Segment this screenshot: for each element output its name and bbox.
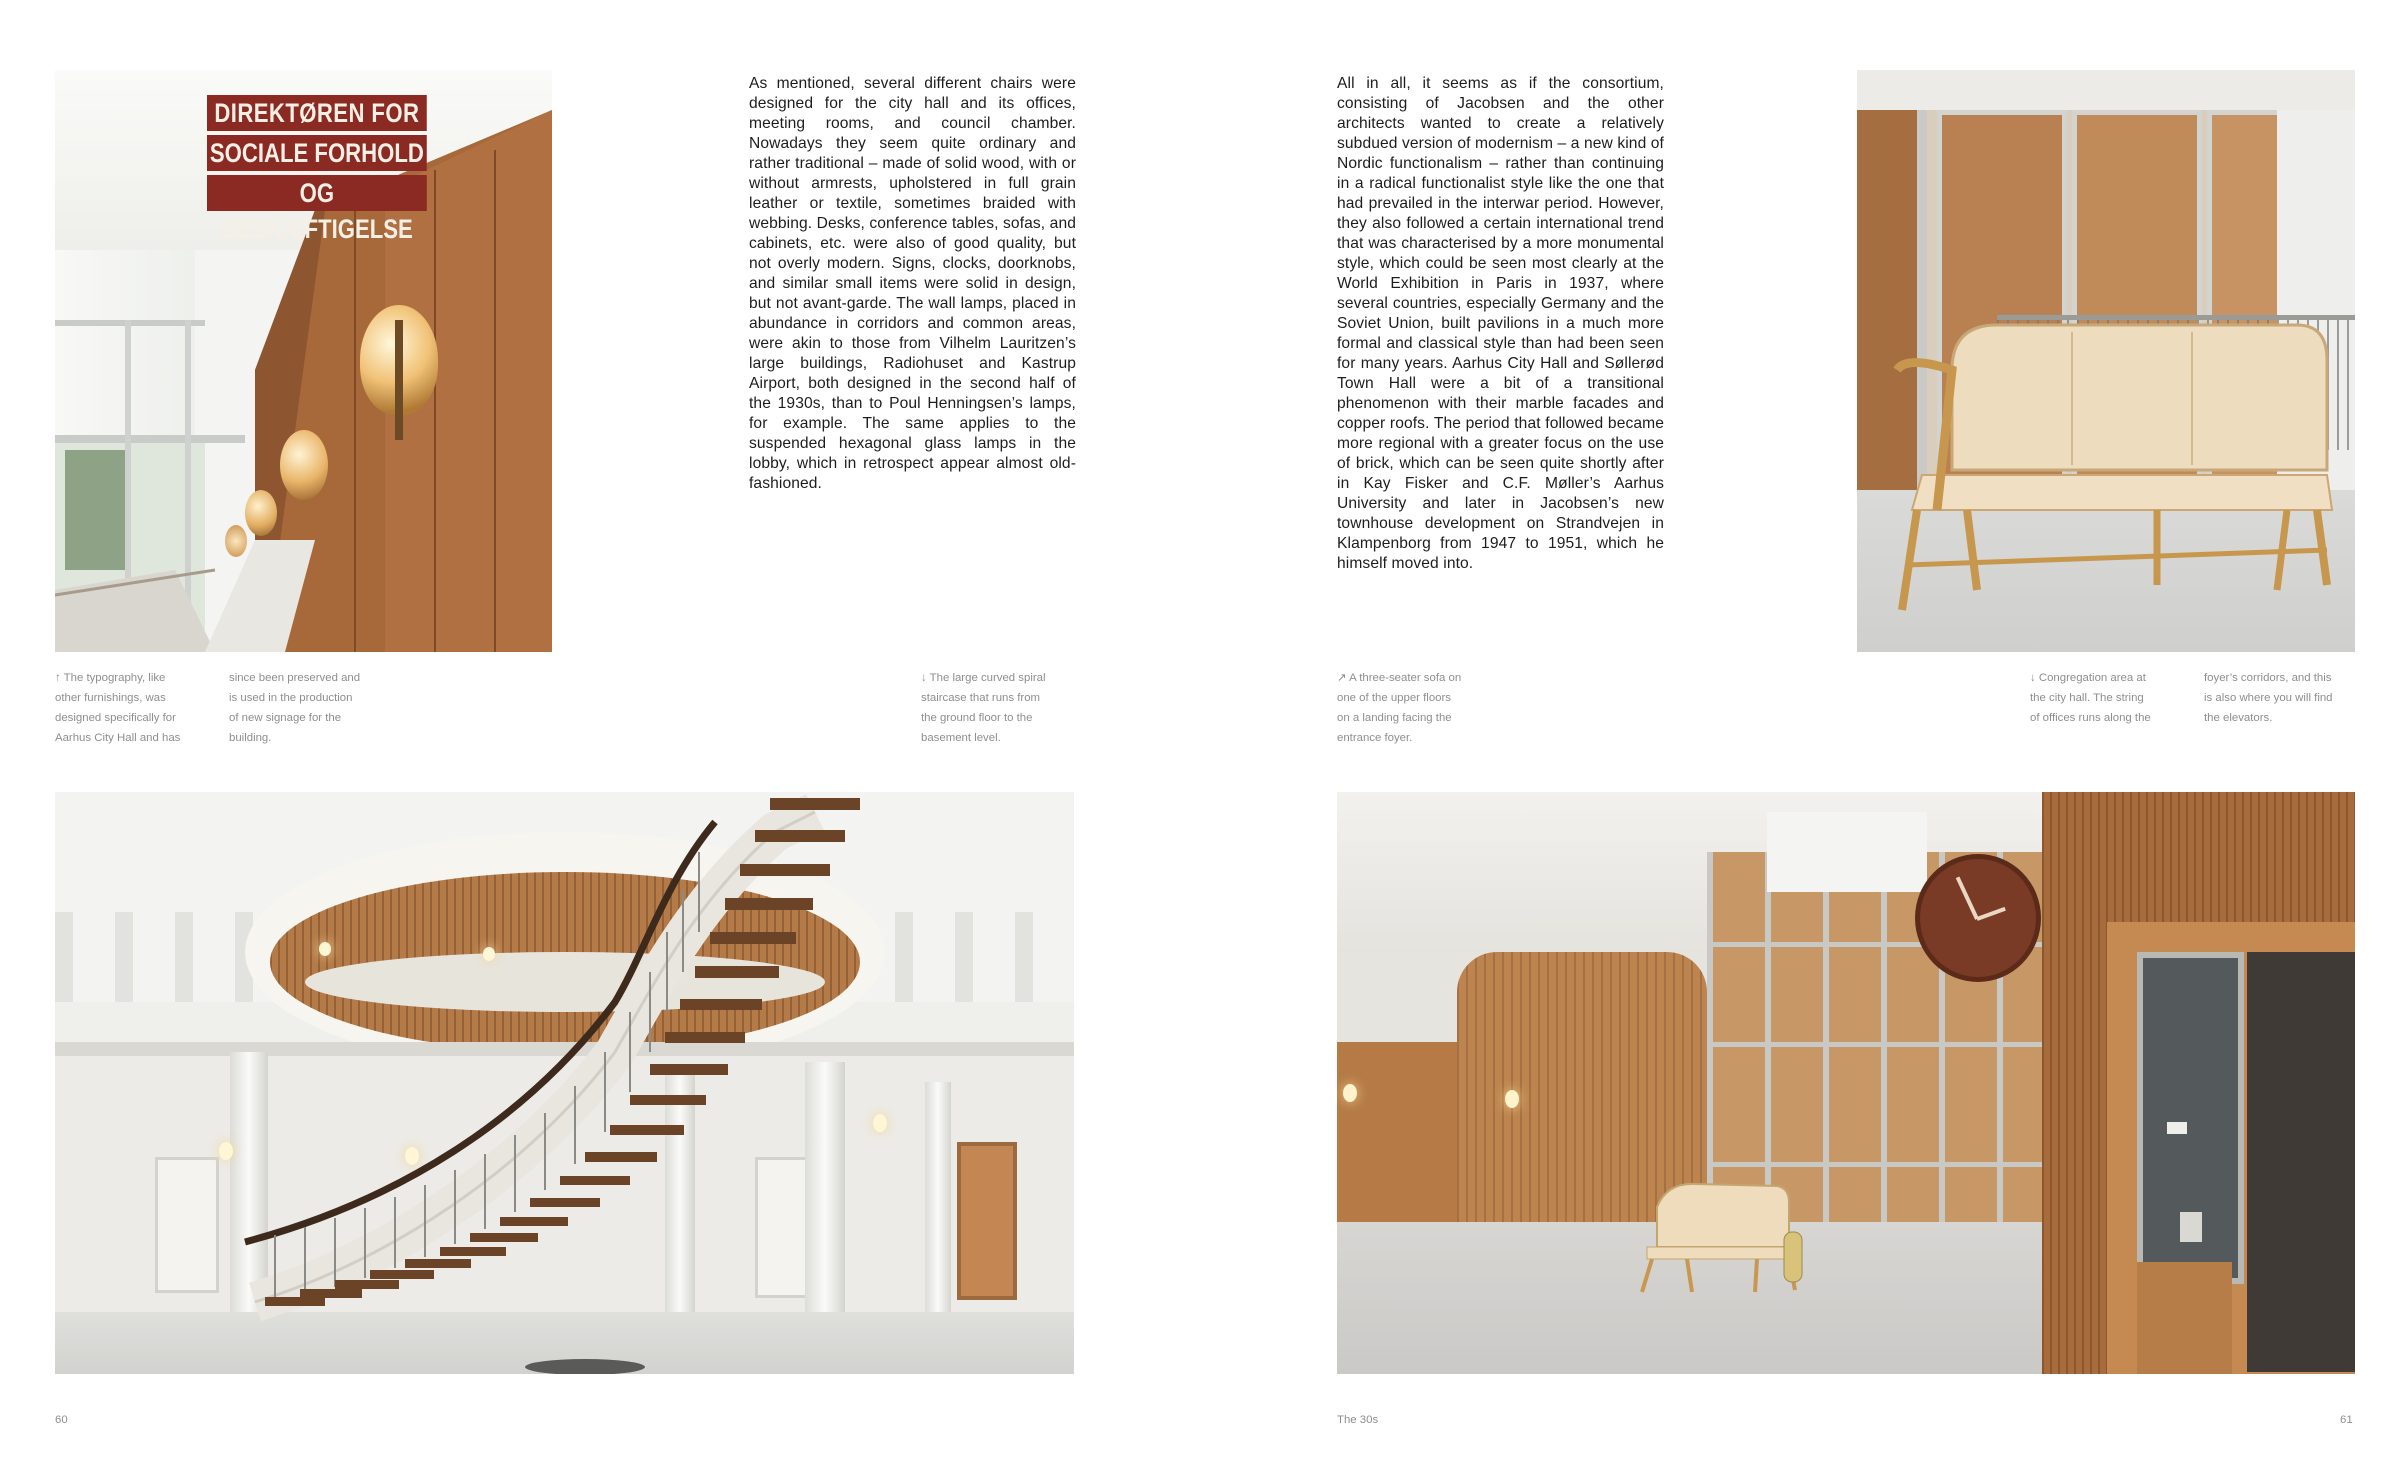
caption-line: one of the upper floors <box>1337 692 1451 704</box>
caption-line: ↗ A three-seater sofa on <box>1337 672 1462 684</box>
sign-line-3: OG BESKÆFTIGELSE <box>207 175 427 211</box>
caption-line: of new signage for the <box>229 712 342 724</box>
caption-sofa <box>1337 668 1507 748</box>
photo-sofa-landing <box>1857 70 2355 652</box>
caption-line: is used in the production <box>229 692 353 704</box>
caption-line: ↓ Congregation area at <box>2030 672 2146 684</box>
caption-line: on a landing facing the <box>1337 712 1452 724</box>
photo-sign-corridor <box>55 70 552 652</box>
caption-line: the elevators. <box>2204 712 2273 724</box>
caption-line: staircase that runs from <box>921 692 1041 704</box>
caption-line: building. <box>229 732 272 744</box>
caption-line: designed specifically for <box>55 712 176 724</box>
sign-line-1: DIREKTØREN FOR <box>207 95 427 131</box>
caption-typography <box>55 668 215 748</box>
caption-congregation <box>2030 668 2190 728</box>
caption-line: is also where you will find <box>2204 692 2333 704</box>
caption-line: of offices runs along the <box>2030 712 2151 724</box>
caption-congregation-cont <box>2204 668 2364 728</box>
page-number-right: 61 <box>2340 1414 2353 1426</box>
caption-line: the city hall. The string <box>2030 692 2144 704</box>
caption-line: ↑ The typography, like <box>55 672 166 684</box>
caption-line: Aarhus City Hall and has <box>55 732 181 744</box>
page-number-left: 60 <box>55 1414 68 1426</box>
spiral-staircase <box>55 792 1074 1374</box>
wall-lamp <box>245 490 277 536</box>
caption-line: since been preserved and <box>229 672 361 684</box>
right-body-text: All in all, it seems as if the consortium, consisting of Jacobsen and the other architects wanted to create a relatively subdued version of modernism – a new kind of Nordic functionalism – rather than continuing in a radical functionalist style like the one that had prevailed in the interwar period. However, they also followed a certain international trend that was characterised by a more monumental style, which could be seen most clearly at the World Exhibition in Paris in 1937, where several countries, especially Germany and the Soviet Union, built pavilions in a much more formal and classical style than had been seen for many years. Aarhus City Hall and Søllerød Town Hall were a bit of a transitional phenomenon with their marble facades and copper roofs. The period that followed became more regional with a greater focus on the use of brick, which can be seen quite shortly after in Kay Fisker and C.F. Møller’s Aarhus University and later in Jacobsen’s new townhouse development on Strandvejen in Klampenborg from 1947 to 1951, which he himself moved into. <box>1337 75 1664 572</box>
running-head: The 30s <box>1337 1414 1379 1426</box>
caption-line: the ground floor to the <box>921 712 1033 724</box>
small-sofa <box>1337 792 2355 1374</box>
photo-congregation-area <box>1337 792 2355 1374</box>
left-body-text: As mentioned, several different chairs were designed for the city hall and its offices, meeting rooms, and council chamber. Nowadays they seem quite ordinary and rather traditional – made of solid wood, with or without armrests, upholstered in full grain leather or textile, sometimes braided with webbing. Desks, conference tables, sofas, and cabinets, etc. were also of good quality, but not overly modern. Signs, clocks, doorknobs, and similar small items were solid in design, but not avant-garde. The wall lamps, placed in abundance in corridors and common areas, were akin to those from Vilhelm Lauritzen’s large buildings, Radiohuset and Kastrup Airport, both designed in the second half of the 1930s, than to Poul Henningsen’s lamps, for example. The same applies to the suspended hexagonal glass lamps in the lobby, which in retrospect appear almost old-fashioned. <box>749 75 1076 492</box>
wall-lamp <box>280 430 328 500</box>
caption-staircase <box>921 668 1091 748</box>
caption-line: basement level. <box>921 732 1001 744</box>
directional-sign <box>207 95 475 244</box>
caption-line: ↓ The large curved spiral <box>921 672 1046 684</box>
caption-line: other furnishings, was <box>55 692 166 704</box>
sign-line-2: SOCIALE FORHOLD <box>207 135 427 171</box>
three-seater-sofa <box>1857 70 2355 652</box>
wall-lamp <box>225 525 247 557</box>
caption-typography-cont <box>229 668 389 748</box>
caption-line: foyer’s corridors, and this <box>2204 672 2332 684</box>
caption-line: entrance foyer. <box>1337 732 1413 744</box>
photo-spiral-staircase <box>55 792 1074 1374</box>
